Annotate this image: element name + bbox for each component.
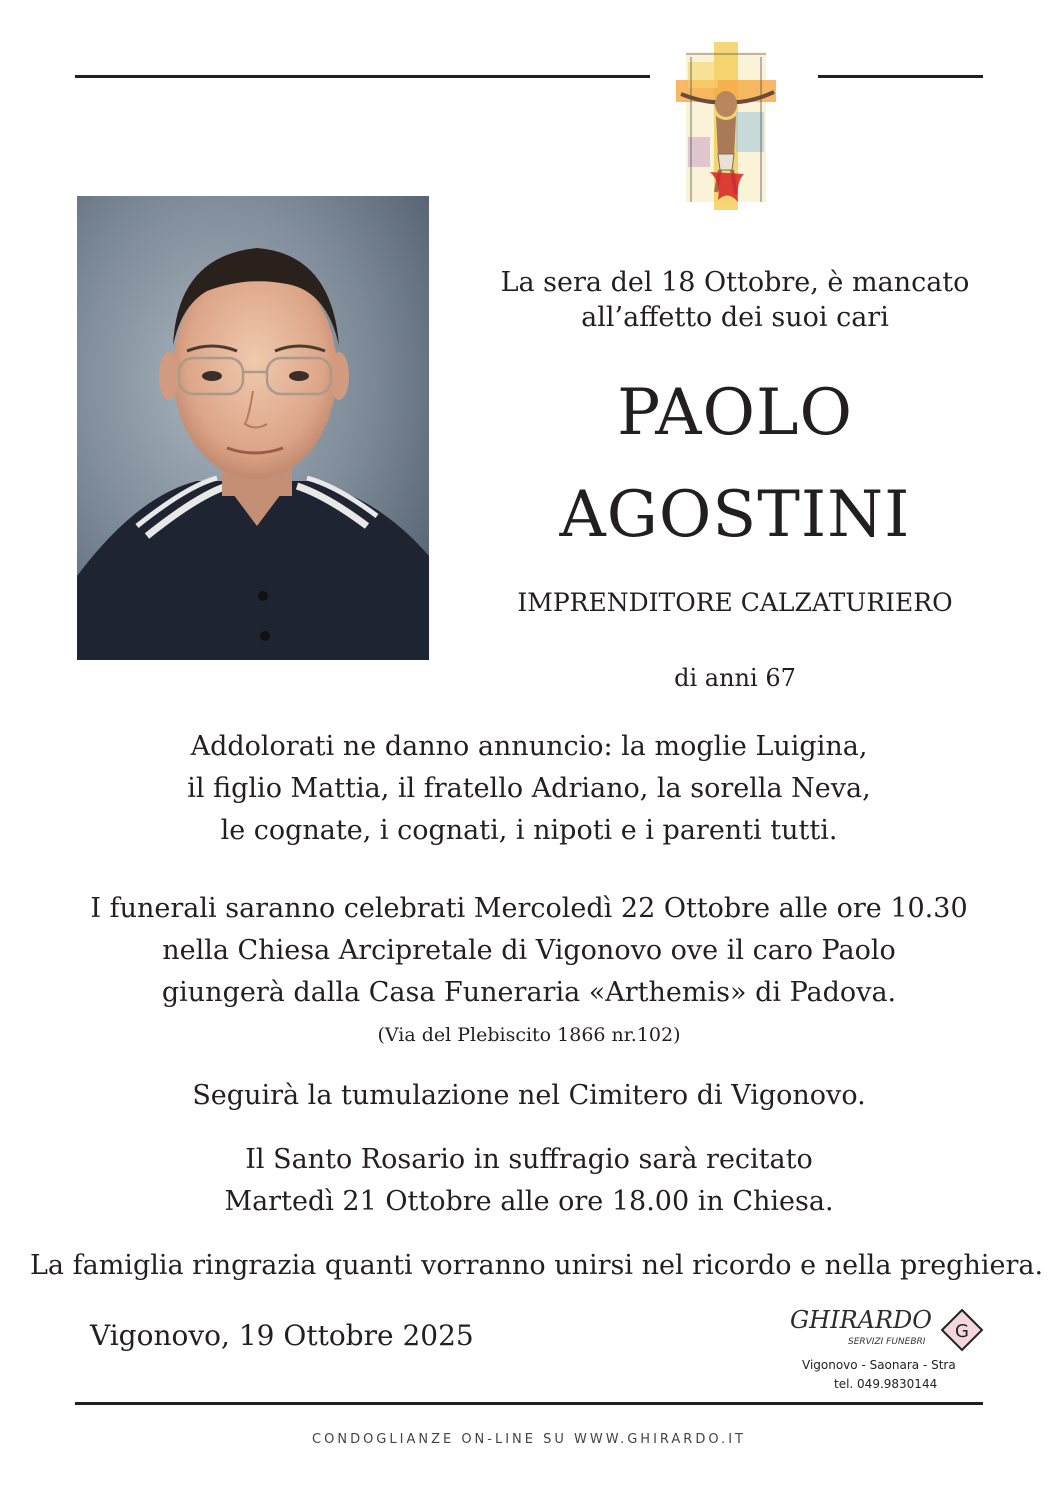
agency-phone: tel. 049.9830144 bbox=[834, 1377, 938, 1391]
funeral-line-2: nella Chiesa Arcipretale di Vigonovo ove il caro Paolo bbox=[162, 935, 896, 966]
rosary-line-2: Martedì 21 Ottobre alle ore 18.00 in Chiesa. bbox=[224, 1186, 834, 1217]
portrait-photo bbox=[77, 196, 429, 660]
agency-subtitle: SERVIZI FUNEBRI bbox=[848, 1337, 926, 1347]
agency-name: GHIRARDO bbox=[790, 1306, 932, 1334]
intro-line-2: all’affetto dei suoi cari bbox=[581, 302, 889, 333]
announcement-line-1: Addolorati ne danno annuncio: la moglie Luigina, bbox=[190, 731, 868, 762]
profession: IMPRENDITORE CALZATURIERO bbox=[517, 588, 953, 617]
thanks-text: La famiglia ringrazia quanti vorranno unirsi nel ricordo e nella preghiera. bbox=[30, 1250, 1044, 1281]
funeral-details bbox=[30, 888, 1028, 1014]
announcement-line-2: il figlio Mattia, il fratello Adriano, la sorella Neva, bbox=[187, 773, 871, 804]
rosary-line-1: Il Santo Rosario in suffragio sarà recitato bbox=[245, 1144, 813, 1175]
agency-mark-letter: G bbox=[955, 1321, 969, 1342]
bottom-rule bbox=[75, 1402, 983, 1405]
agency-towns: Vigonovo - Saonara - Stra bbox=[802, 1358, 956, 1372]
place-date: Vigonovo, 19 Ottobre 2025 bbox=[90, 1319, 474, 1352]
announcement-line-3: le cognate, i cognati, i nipoti e i parenti tutti. bbox=[220, 815, 838, 846]
announcement bbox=[30, 726, 1028, 852]
crucifix-image bbox=[666, 42, 786, 212]
intro-line-1: La sera del 18 Ottobre, è mancato bbox=[500, 267, 970, 298]
agency-logo bbox=[790, 1304, 990, 1396]
top-rule-right bbox=[818, 75, 983, 78]
funeral-line-3: giungerà dalla Casa Funeraria «Arthemis» di Padova. bbox=[161, 977, 897, 1008]
last-name: AGOSTINI bbox=[559, 478, 911, 552]
funeral-address: (Via del Plebiscito 1866 nr.102) bbox=[377, 1024, 681, 1046]
intro-text bbox=[470, 265, 1000, 335]
rosary-text bbox=[30, 1139, 1028, 1223]
age-text: di anni 67 bbox=[674, 664, 796, 692]
top-rule-left bbox=[75, 75, 650, 78]
funeral-line-1: I funerali saranno celebrati Mercoledì 22 Ottobre alle ore 10.30 bbox=[90, 893, 968, 924]
first-name: PAOLO bbox=[617, 376, 853, 450]
footer-condolences: CONDOGLIANZE ON-LINE SU WWW.GHIRARDO.IT bbox=[312, 1432, 746, 1447]
agency-mark-icon bbox=[940, 1308, 984, 1352]
burial-text: Seguirà la tumulazione nel Cimitero di Vigonovo. bbox=[192, 1080, 866, 1111]
